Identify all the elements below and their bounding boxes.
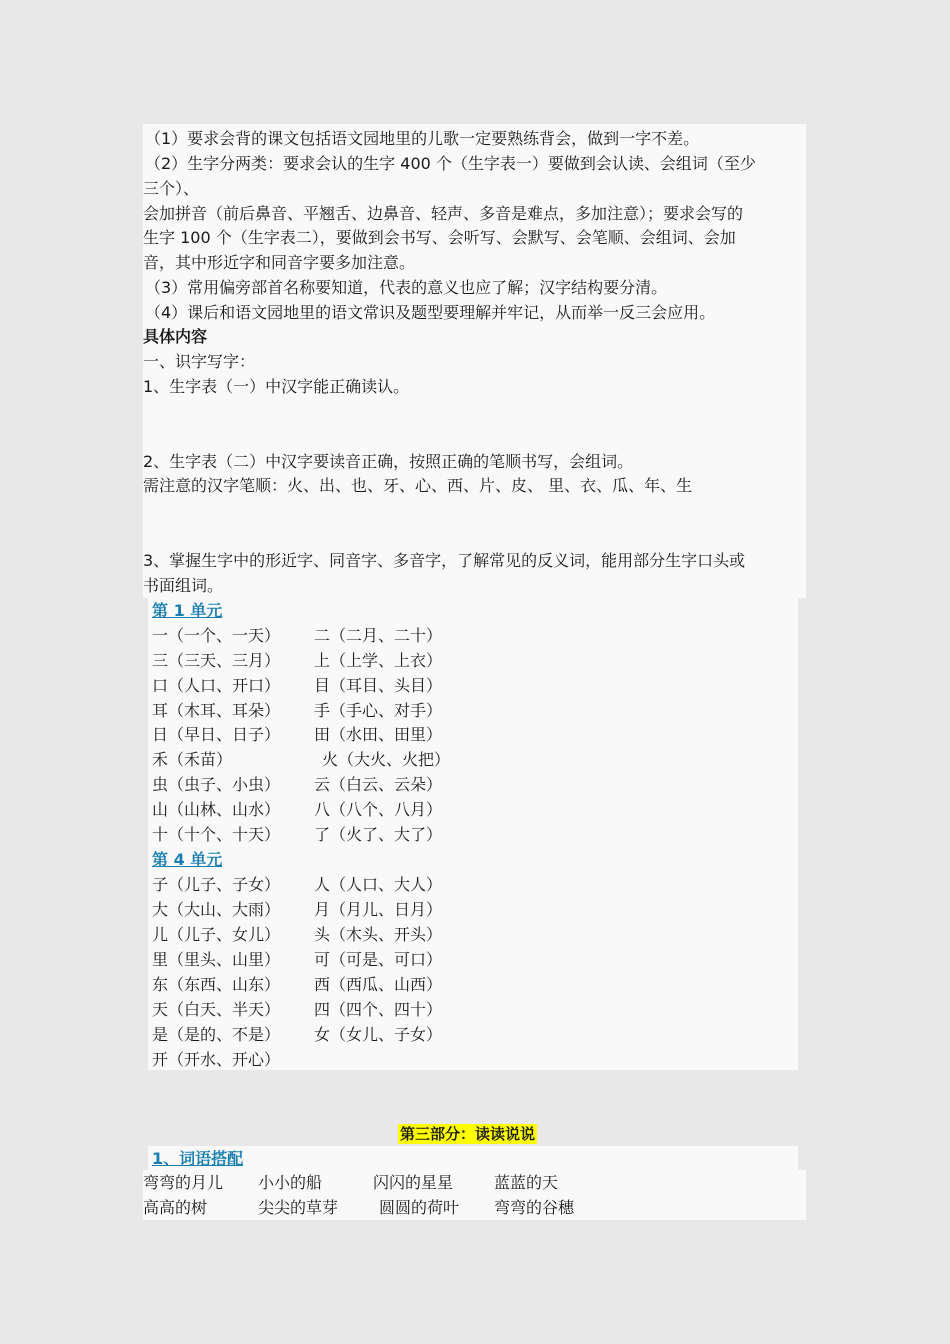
list-item: 禾（禾苗） (152, 750, 233, 769)
list-item: 天（白天、半天） (152, 1000, 281, 1019)
item-1: 1、生字表（一）中汉字能正确读认。 (143, 377, 410, 396)
list-item: 闪闪的星星 (373, 1173, 454, 1192)
list-item: 日（早日、日子） (152, 725, 281, 744)
list-item: 火（大火、火把） (322, 750, 451, 769)
list-item: 东（东西、山东） (152, 975, 281, 994)
list-item: 西（西瓜、山西） (314, 975, 443, 994)
part-3-title: 第三部分：读读说说 (400, 1125, 536, 1143)
req-line-4: 会加拼音（前后鼻音、平翘舌、边鼻音、轻声、多音是难点，多加注意）；要求会写的 (143, 204, 744, 223)
list-item: 儿（儿子、女儿） (152, 925, 281, 944)
req-line-5: 生字 100 个（生字表二），要做到会书写、会听写、会默写、会笔顺、会组词、会加 (143, 228, 736, 247)
section-literacy: 一、识字写字： (143, 352, 256, 371)
list-item: 一（一个、一天） (152, 626, 281, 645)
word-pairing-heading: 1、词语搭配 (152, 1149, 244, 1168)
list-item: 目（耳目、头目） (314, 676, 443, 695)
units-section (148, 598, 798, 1070)
list-item: 尖尖的草芽 (258, 1198, 339, 1217)
list-item: 上（上学、上衣） (314, 651, 443, 670)
list-item: 人（人口、大人） (314, 875, 443, 894)
list-item: 弯弯的谷穗 (494, 1198, 575, 1217)
unit-4-heading: 第 4 单元 (152, 850, 223, 869)
req-line-7: （3）常用偏旁部首名称要知道，代表的意义也应了解；汉字结构要分清。 (145, 278, 668, 297)
list-item: 月（月儿、日月） (314, 900, 443, 919)
list-item: 圆圆的荷叶 (379, 1198, 460, 1217)
item-3-line-1: 3、掌握生字中的形近字、同音字、多音字，了解常见的反义词，能用部分生字口头或 (143, 551, 746, 570)
list-item: 手（手心、对手） (314, 701, 443, 720)
list-item: 女（女儿、子女） (314, 1025, 443, 1044)
req-line-1: （1）要求会背的课文包括语文园地里的儿歌一定要熟练背会，做到一字不差。 (145, 129, 700, 148)
part-3-title-wrap (398, 1124, 537, 1144)
list-item: 三（三天、三月） (152, 651, 281, 670)
word-pairing-section (143, 1170, 806, 1220)
list-item: 头（木头、开头） (314, 925, 443, 944)
list-item: 十（十个、十天） (152, 825, 281, 844)
list-item: 田（水田、田里） (314, 725, 443, 744)
list-item: 云（白云、云朵） (314, 775, 443, 794)
stroke-note: 需注意的汉字笔顺：火、出、也、牙、心、西、片、皮、 里、衣、瓜、年、生 (143, 476, 693, 495)
list-item: 四（四个、四十） (314, 1000, 443, 1019)
req-line-6: 音，其中形近字和同音字要多加注意。 (143, 253, 416, 272)
req-line-8: （4）课后和语文园地里的语文常识及题型要理解并牢记，从而举一反三会应用。 (145, 303, 716, 322)
item-2: 2、生字表（二）中汉字要读音正确，按照正确的笔顺书写，会组词。 (143, 452, 634, 471)
list-item: 小小的船 (258, 1173, 323, 1192)
list-item: 口（人口、开口） (152, 676, 281, 695)
list-item: 山（山林、山水） (152, 800, 281, 819)
list-item: 子（儿子、子女） (152, 875, 281, 894)
list-item: 弯弯的月儿 (143, 1173, 224, 1192)
req-line-2: （2）生字分两类：要求会认的生字 400 个（生字表一）要做到会认读、会组词（至少 (145, 154, 756, 173)
list-item: 高高的树 (143, 1198, 208, 1217)
list-item: 是（是的、不是） (152, 1025, 281, 1044)
list-item: 了（火了、大了） (314, 825, 443, 844)
word-pairing-heading-bar (148, 1146, 798, 1170)
req-line-3: 三个）、 (143, 179, 200, 198)
content-heading: 具体内容 (143, 327, 208, 346)
list-item: 里（里头、山里） (152, 950, 281, 969)
list-item: 八（八个、八月） (314, 800, 443, 819)
list-item: 耳（木耳、耳朵） (152, 701, 281, 720)
item-3-line-2: 书面组词。 (143, 576, 224, 595)
requirements-section (143, 124, 806, 598)
list-item: 大（大山、大雨） (152, 900, 281, 919)
list-item: 可（可是、可口） (314, 950, 443, 969)
list-item: 蓝蓝的天 (494, 1173, 559, 1192)
list-item: 二（二月、二十） (314, 626, 443, 645)
list-item: 虫（虫子、小虫） (152, 775, 281, 794)
unit-1-heading: 第 1 单元 (152, 601, 223, 620)
list-item: 开（开水、开心） (152, 1050, 281, 1069)
